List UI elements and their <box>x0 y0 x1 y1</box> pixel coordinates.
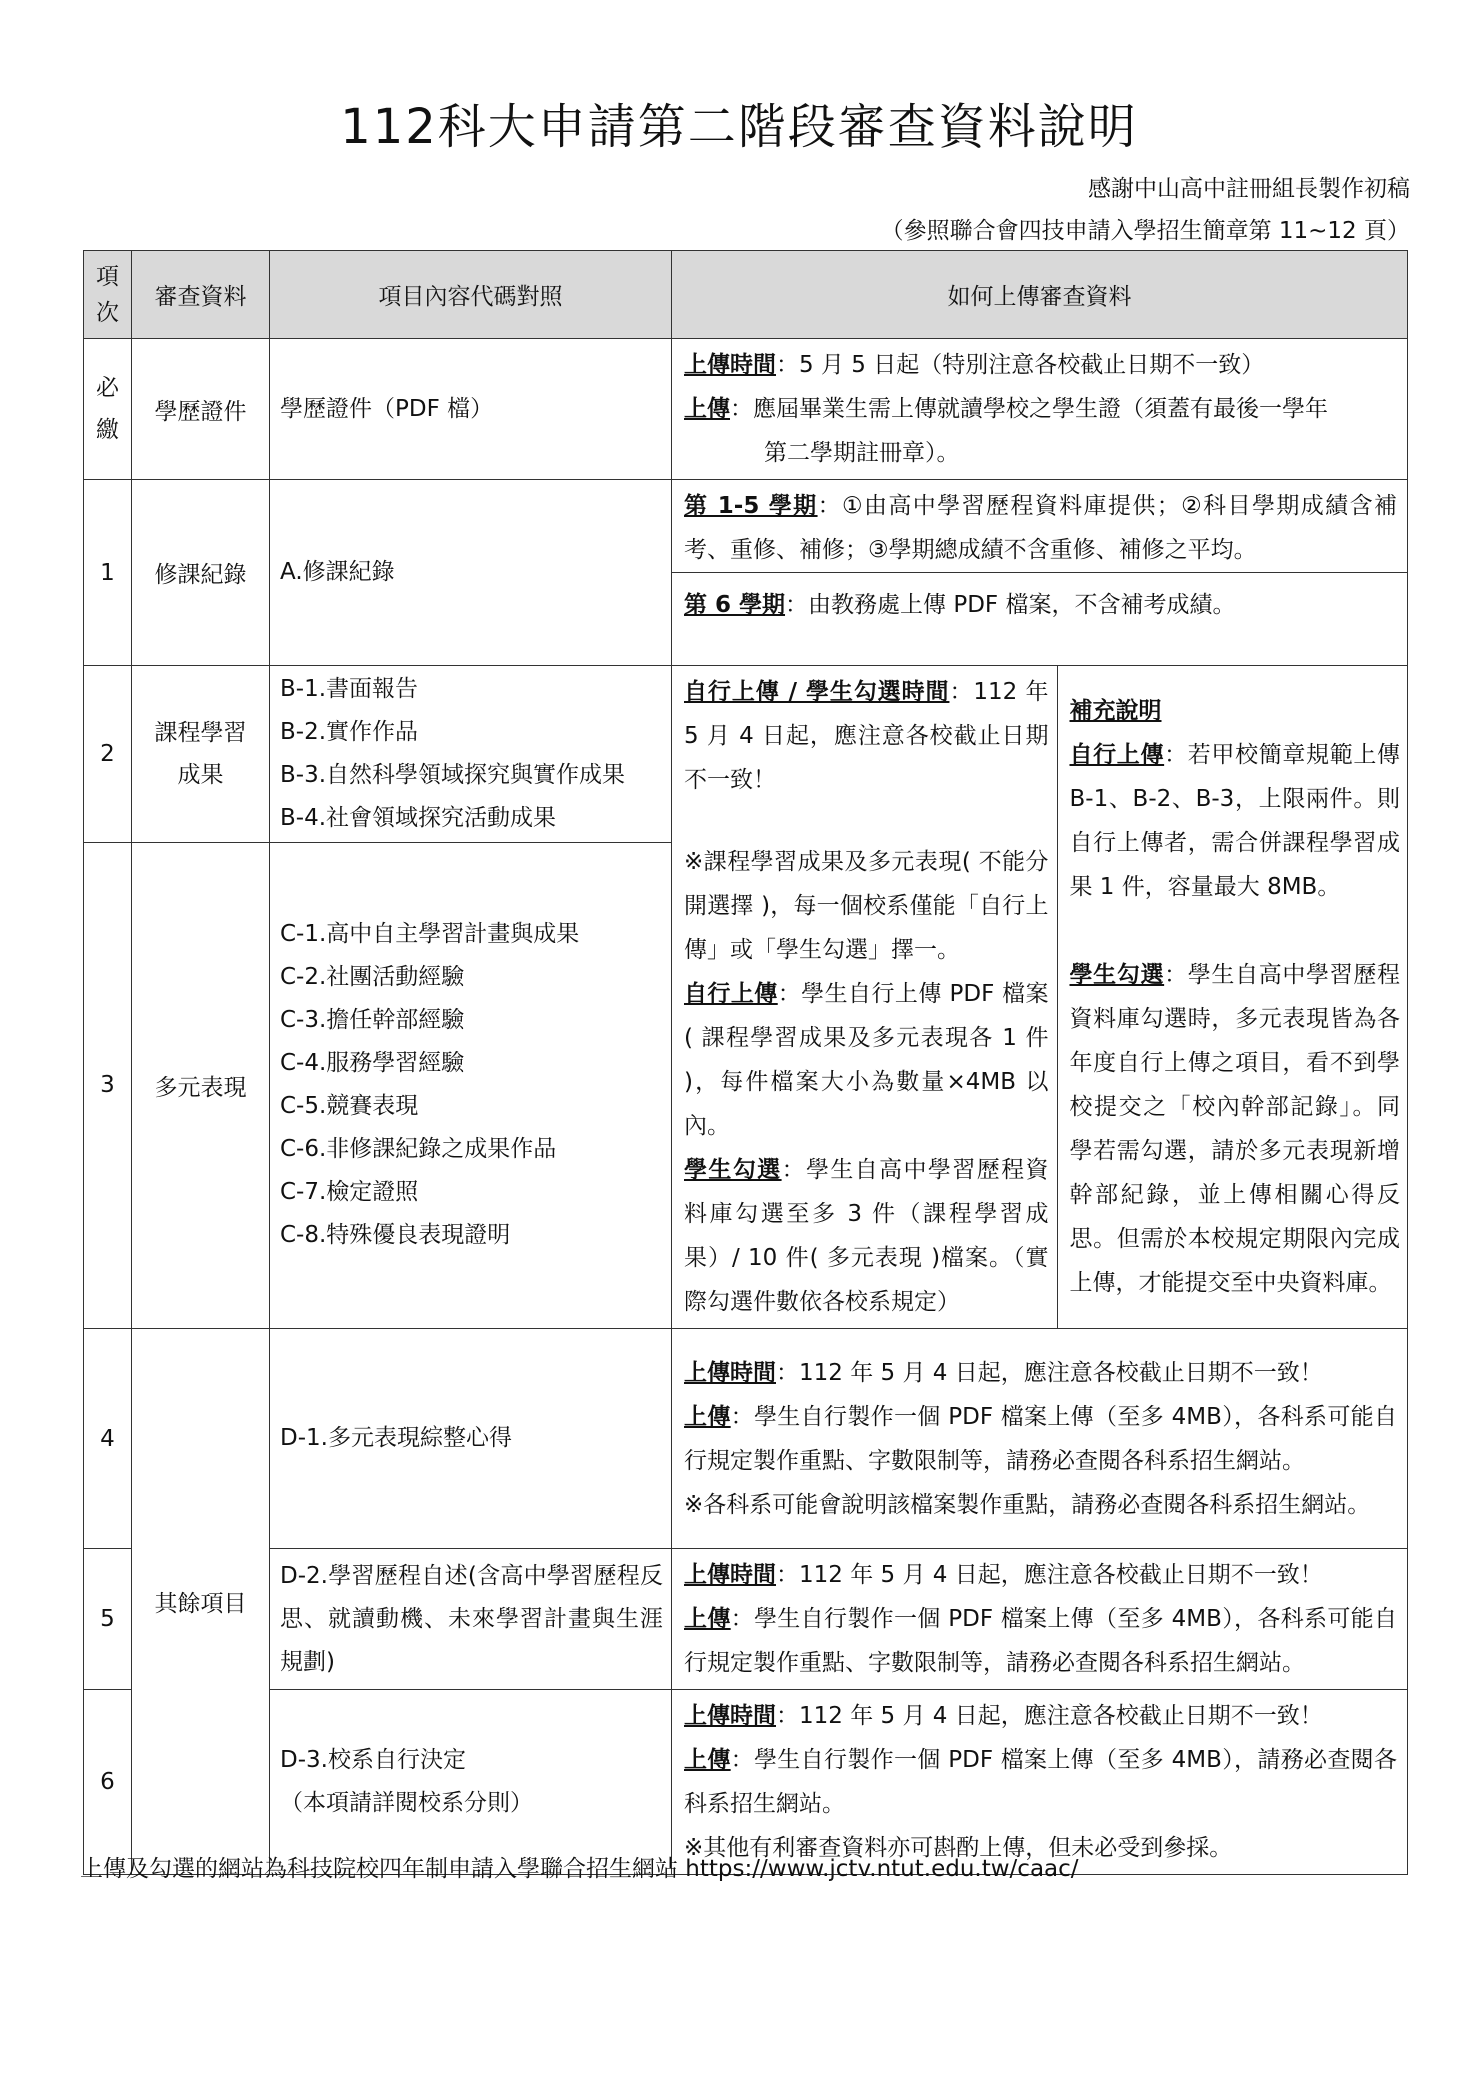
row-num-required: 必繳 <box>84 339 132 480</box>
header-num: 項次 <box>84 251 132 339</box>
upload-right-column: 補充說明 自行上傳：若甲校簡章規範上傳 B-1、B-2、B-3，上限兩件。則自行上傳者，需合併課程學習成果 1 件，容量最大 8MB。 學生勾選：學生自高中學習歷程資料庫勾選時，多元表現皆為各年度自行上傳之項目，看不到學校提交之「校內幹部記錄」。同學若需勾選，請於多元表現新增幹部紀錄，並上傳相關心得反思。但需於本校規定期限內完成上傳，才能提交至中央資料庫。 <box>1069 698 1401 1296</box>
upload-1: 第 1-5 學期：①由高中學習歷程資料庫提供；②科目學期成績含補考、重修、補修；③學期總成績不含重修、補修之平均。 第 6 學期：由教務處上傳 PDF 檔案，不含補考成績。 <box>672 480 1408 666</box>
table-row-4 <box>84 1329 1408 1549</box>
header-material: 審查資料 <box>132 251 270 339</box>
row-num-2: 2 <box>84 666 132 843</box>
table-row-required <box>84 339 1408 480</box>
upload-required: 上傳時間：5 月 5 日起（特別注意各校截止日期不一致） 上傳：應屆畢業生需上傳就讀學校之學生證（須蓋有最後一學年 第二學期註冊章）。 <box>672 339 1408 480</box>
code-4: D-1.多元表現綜整心得 <box>270 1329 672 1549</box>
upload-6: 上傳時間：112 年 5 月 4 日起，應注意各校截止日期不一致！ 上傳：學生自行製作一個 PDF 檔案上傳（至多 4MB），請務必查閱各科系招生網站。 ※其他有利審查資料亦可斟酌上傳，但未必受到參採。 <box>672 1690 1408 1875</box>
list-item: C-4.服務學習經驗 <box>280 1050 465 1077</box>
row-num-5: 5 <box>84 1549 132 1690</box>
credit-line: 感謝中山高中註冊組長製作初稿 <box>1088 176 1410 202</box>
table-row-6 <box>84 1690 1408 1875</box>
upload-label: 上傳 <box>684 396 730 422</box>
time-label: 上傳時間 <box>684 352 776 378</box>
table-row-2 <box>84 666 1408 843</box>
list-item: C-1.高中自主學習計畫與成果 <box>280 921 580 948</box>
list-item: C-3.擔任幹部經驗 <box>280 1007 465 1034</box>
row-num-3: 3 <box>84 842 132 1328</box>
footer-note: 上傳及勾選的網站為科技院校四年制申請入學聯合招生網站 https://www.jctv.ntut.edu.tw/caac/ <box>80 1856 1079 1882</box>
row-num-1: 1 <box>84 480 132 666</box>
reference-line: （參照聯合會四技申請入學招生簡章第 11~12 頁） <box>880 218 1410 244</box>
code-6: D-3.校系自行決定 （本項請詳閱校系分則） <box>270 1690 672 1875</box>
code-2 <box>270 666 672 843</box>
upload-left-column: 自行上傳 / 學生勾選時間：112 年 5 月 4 日起，應注意各校截止日期不一致！ ※課程學習成果及多元表現( 不能分開選擇 )，每一個校系僅能「自行上傳」或「學生勾選」擇一。 自行上傳：學生自行上傳 PDF 檔案( 課程學習成果及多元表現各 1 件 )，每件檔案大小為數量×4MB 以內。 學生勾選：學生自高中學習歷程資料庫勾選至多 3 件（課程學習成果）/ 10 件( 多元表現 )檔案。（實際勾選件數依各校系規定） <box>672 666 1057 1328</box>
list-item: B-3.自然科學領域探究與實作成果 <box>280 761 626 788</box>
header-upload: 如何上傳審查資料 <box>672 251 1408 339</box>
material-3: 多元表現 <box>132 842 270 1328</box>
list-item: C-5.競賽表現 <box>280 1093 419 1120</box>
row-num-6: 6 <box>84 1690 132 1875</box>
material-2: 課程學習 成果 <box>132 666 270 843</box>
header-code: 項目內容代碼對照 <box>270 251 672 339</box>
review-materials-table <box>83 250 1408 1875</box>
list-item: C-2.社團活動經驗 <box>280 964 465 991</box>
list-item: C-7.檢定證照 <box>280 1179 419 1206</box>
list-item: C-8.特殊優良表現證明 <box>280 1222 511 1249</box>
header-row <box>84 251 1408 339</box>
code-3 <box>270 842 672 1328</box>
code-1: A.修課紀錄 <box>270 480 672 666</box>
upload-2-3 <box>672 666 1408 1329</box>
list-item: B-1.書面報告 <box>280 675 419 702</box>
code-required: 學歷證件（PDF 檔） <box>270 339 672 480</box>
upload-5: 上傳時間：112 年 5 月 4 日起，應注意各校截止日期不一致！ 上傳：學生自行製作一個 PDF 檔案上傳（至多 4MB），各科系可能自行規定製作重點、字數限制等，請務必查閱各科系招生網站。 <box>672 1549 1408 1690</box>
list-item: B-2.實作作品 <box>280 718 419 745</box>
list-item: B-4.社會領域探究活動成果 <box>280 804 557 831</box>
row-num-4: 4 <box>84 1329 132 1549</box>
material-1: 修課紀錄 <box>132 480 270 666</box>
code-5: D-2.學習歷程自述(含高中學習歷程反思、就讀動機、未來學習計畫與生涯規劃) <box>270 1549 672 1690</box>
table-row-5 <box>84 1549 1408 1690</box>
list-item: C-6.非修課紀錄之成果作品 <box>280 1136 557 1163</box>
table-row-1 <box>84 480 1408 666</box>
page-title: 112科大申請第二階段審查資料說明 <box>340 99 1138 155</box>
material-required: 學歷證件 <box>132 339 270 480</box>
material-other: 其餘項目 <box>132 1329 270 1875</box>
split-upload-table <box>672 666 1408 1328</box>
upload-4: 上傳時間：112 年 5 月 4 日起，應注意各校截止日期不一致！ 上傳：學生自行製作一個 PDF 檔案上傳（至多 4MB），各科系可能自行規定製作重點、字數限制等，請務必查閱各科系招生網站。 ※各科系可能會說明該檔案製作重點，請務必查閱各科系招生網站。 <box>672 1329 1408 1549</box>
